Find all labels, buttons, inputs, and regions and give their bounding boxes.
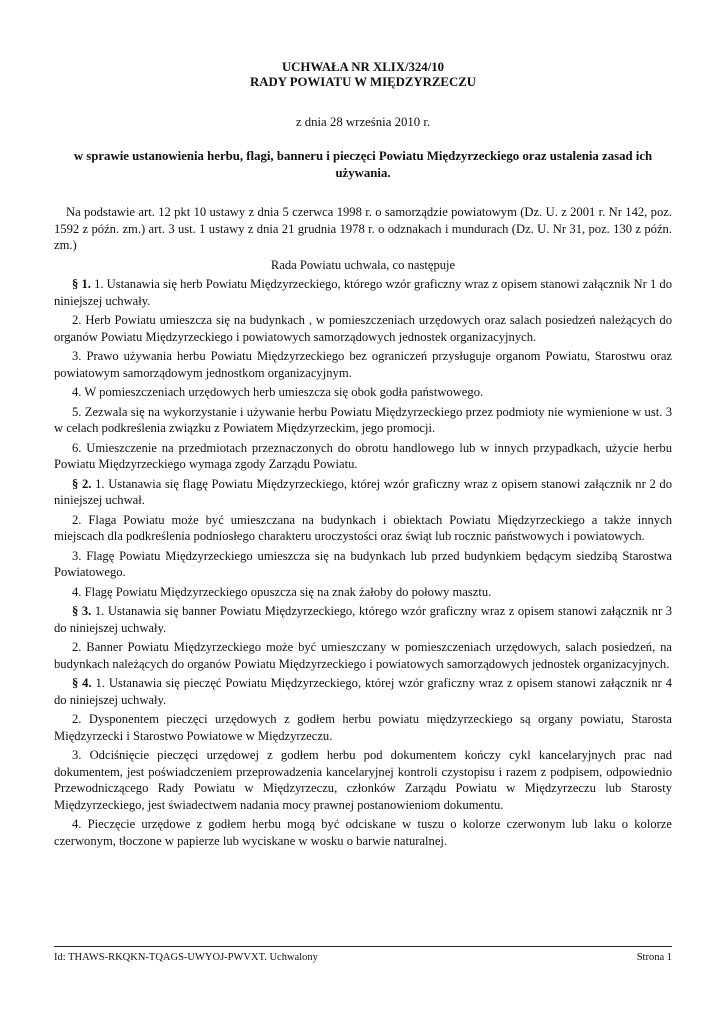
section-2-paragraph-3: 3. Flagę Powiatu Międzyrzeckiego umieszcza się na budynkach lub przed budynkiem będącym siedzibą Starostwa Powiatowego. (54, 548, 672, 579)
section-4-paragraph-3: 3. Odciśnięcie pieczęci urzędowej z godłem herbu pod dokumentem kończy cykl kancelaryjnych prac nad dokumentem, jest poświadczeniem przeprowadzenia kancelaryjnej kontroli czystopisu i razem z podpisem, odpowiednio Przewodniczącego Rady Powiatu w Międzyrzeczu, członków Zarządu Powiatu w Międzyrzeczu lub Starosty Międzyrzeckiego, jest świadectwem nadania mocy prawnej postanowieniom dokumentu. (54, 748, 672, 812)
section-1-paragraph-4: 4. W pomieszczeniach urzędowych herb umieszcza się obok godła państwowego. (72, 385, 484, 399)
section-1-paragraph-2: 2. Herb Powiatu umieszcza się na budynkach , w pomieszczeniach urzędowych oraz salach posiedzeń należących do organów Powiatu Międzyrzeckiego i powiatowych samorządowych jednostek organizacyjnych. (54, 313, 672, 344)
section-1-paragraph-5: 5. Zezwala się na wykorzystanie i używanie herbu Powiatu Międzyrzeckiego przez podmioty nie wymienione w ust. 3 w celach podkreślenia związku z Powiatem Międzyrzeckim, jego promocji. (54, 404, 672, 435)
section-2-text: 1. Ustanawia się flagę Powiatu Międzyrzeckiego, której wzór graficzny wraz z opisem stanowi załącznik nr 2 do niniejszej uchwał. (54, 476, 673, 507)
resolution-subject: w sprawie ustanowienia herbu, flagi, banneru i pieczęci Powiatu Międzyrzeckiego oraz ustalenia zasad ich używania. (73, 149, 653, 180)
section-1-paragraph-6: 6. Umieszczenie na przedmiotach przeznaczonych do obrotu handlowego lub w innych przypadkach, użycie herbu Powiatu Międzyrzeckiego wymaga zgody Zarządu Powiatu. (54, 440, 672, 471)
section-2-mark: § 2. (72, 476, 92, 491)
section-1-text: 1. Ustanawia się herb Powiatu Międzyrzeckiego, którego wzór graficzny wraz z opisem stanowi załącznik Nr 1 do niniejszej uchwały. (54, 277, 672, 308)
section-4-text: 1. Ustanawia się pieczęć Powiatu Międzyrzeckiego, której wzór graficzny wraz z opisem stanowi załącznik nr 4 do niniejszej uchwały. (54, 676, 673, 707)
resolution-number: UCHWAŁA NR XLIX/324/10 (281, 60, 445, 74)
section-4-paragraph-4: 4. Pieczęcie urzędowe z godłem herbu mogą być odciskane w tuszu o kolorze czerwonym lub laku o kolorze czerwonym, tłoczone w papierze lub wyciskane w wosku o barwie naturalnej. (54, 817, 672, 848)
section-3-paragraph-2: 2. Banner Powiatu Międzyrzeckiego może być umieszczany w pomieszczeniach urzędowych, salach posiedzeń, na budynkach należących do organów Powiatu Międzyrzeckiego i powiatowych samorządowych jednostek organizacyjnych. (54, 640, 672, 671)
section-2-paragraph-4: 4. Flagę Powiatu Międzyrzeckiego opuszcza się na znak żałoby do połowy masztu. (72, 584, 492, 599)
section-3-text: 1. Ustanawia się banner Powiatu Międzyrzeckiego, którego wzór graficzny wraz z opisem stanowi załącznik nr 3 do niniejszej uchwały. (54, 604, 672, 635)
section-1-paragraph-1 (54, 276, 672, 309)
section-4-paragraph-2: 2. Dysponentem pieczęci urzędowych z godłem herbu powiatu międzyrzeckiego są organy powiatu, Starosta Międzyrzecki i Starostwo Powiatowe w Międzyrzeczu. (54, 712, 672, 743)
section-3-mark: § 3. (72, 604, 92, 618)
footer-divider (54, 946, 672, 947)
page-number: Strona 1 (636, 952, 672, 963)
page-footer (54, 951, 672, 964)
legal-basis: Na podstawie art. 12 pkt 10 ustawy z dnia 5 czerwca 1998 r. o samorządzie powiatowym (Dz. U. z 2001 r. Nr 142, poz. 1592 z późn. zm.) art. 3 ust. 1 ustawy z dnia 21 grudnia 1978 r. o odznakach i mundurach (Dz. U. Nr 31, poz. 130 z późn. zm.) (54, 205, 672, 252)
section-2-paragraph-2: 2. Flaga Powiatu może być umieszczana na budynkach i obiektach Powiatu Międzyrzeckiego a także innych miejscach dla podkreślenia podniosłego charakteru uroczystości oraz świąt lub rocznic państwowych i powiatowych. (54, 512, 672, 543)
section-3-paragraph-1 (54, 603, 672, 636)
section-4-paragraph-1 (54, 675, 672, 708)
section-1-paragraph-3: 3. Prawo używania herbu Powiatu Międzyrzeckiego bez ograniczeń przysługuje organom Powiatu, Starostwu oraz powiatowym samorządowym jednostkom organizacyjnym. (54, 349, 672, 380)
section-2-paragraph-1 (54, 476, 672, 509)
document-id: Id: THAWS-RKQKN-TQAGS-UWYOJ-PWVXT. Uchwalony (54, 952, 318, 963)
resolution-date: z dnia 28 września 2010 r. (295, 115, 431, 129)
section-1-mark: § 1. (72, 277, 91, 291)
document-page (54, 60, 672, 849)
council-name: RADY POWIATU W MIĘDZYRZECZU (250, 75, 476, 89)
section-4-mark: § 4. (72, 676, 92, 690)
resolves-clause: Rada Powiatu uchwala, co następuje (270, 257, 456, 272)
